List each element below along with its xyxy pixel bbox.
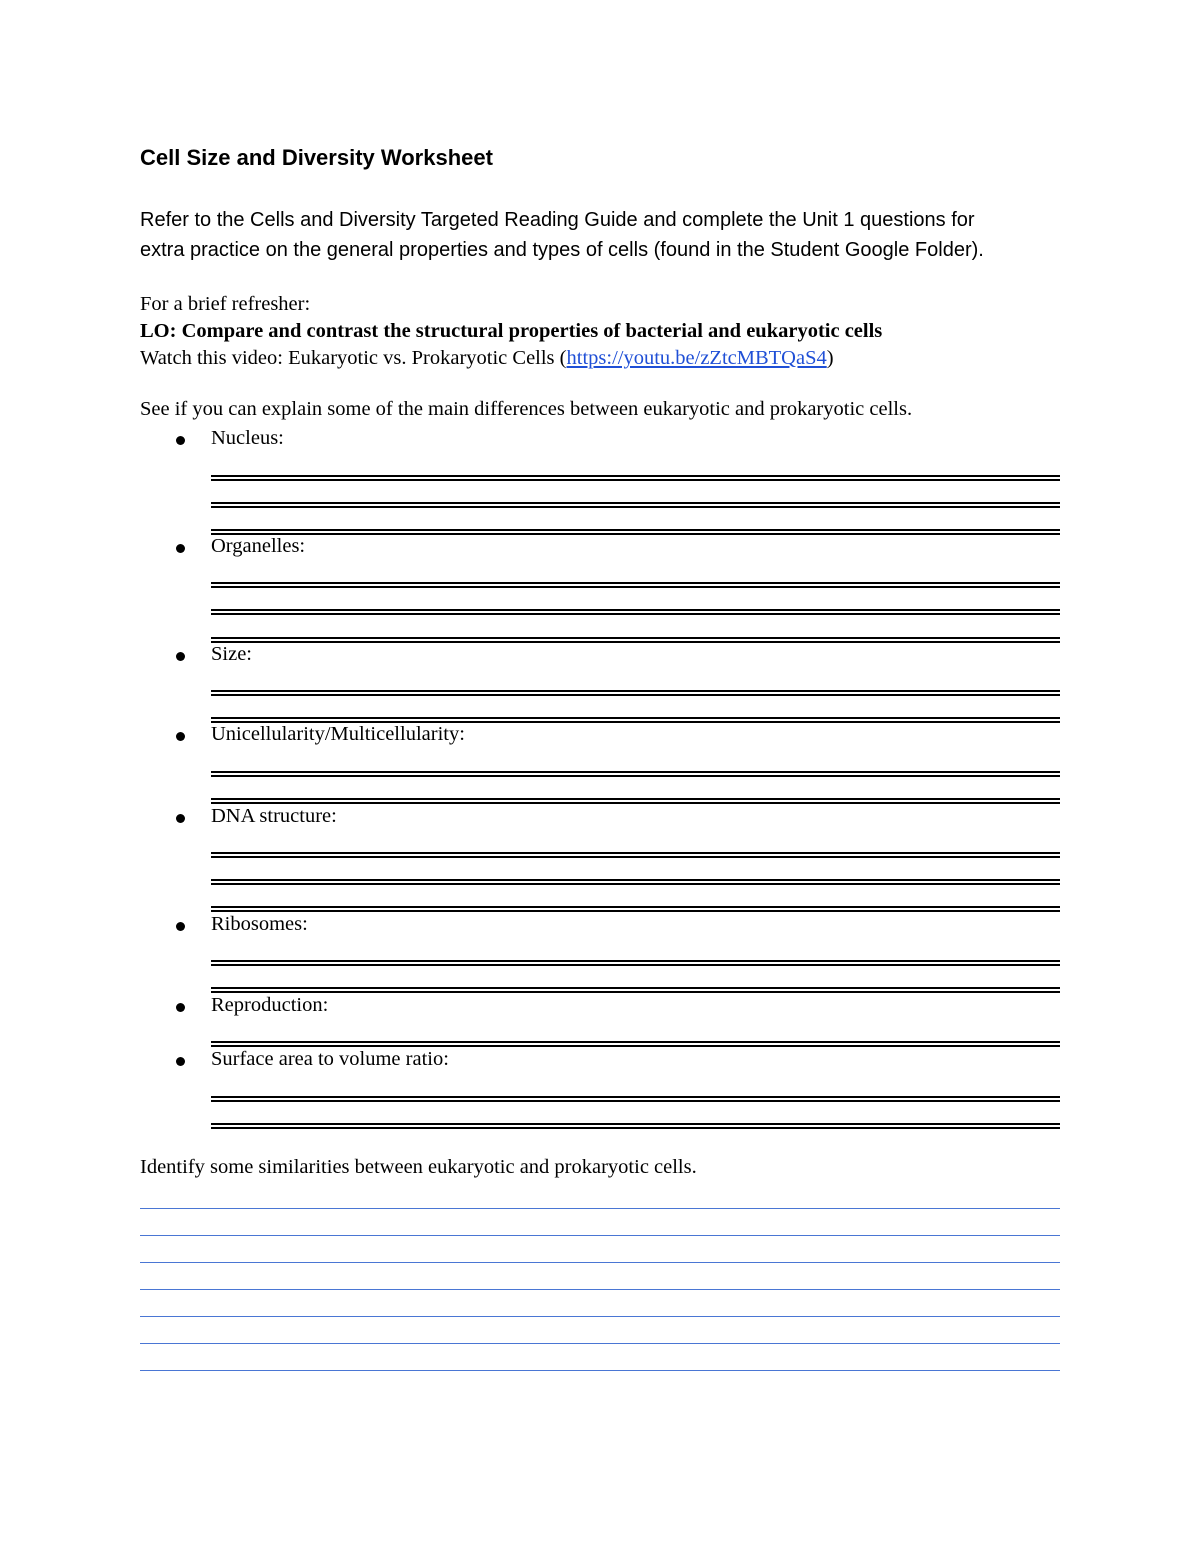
topic-nucleus: Nucleus: <box>211 427 284 449</box>
answer-line[interactable] <box>211 987 1060 993</box>
similarities-answer-line[interactable] <box>140 1235 1060 1236</box>
video-link[interactable]: https://youtu.be/zZtcMBTQaS4 <box>566 347 827 369</box>
intro-line-1: Refer to the Cells and Diversity Targeted Reading Guide and complete the Unit 1 questions for <box>140 209 975 231</box>
differences-prompt: See if you can explain some of the main differences between eukaryotic and prokaryotic cells. <box>140 398 913 420</box>
bullet-icon <box>176 1057 185 1066</box>
answer-line[interactable] <box>211 609 1060 615</box>
video-suffix: ) <box>826 347 834 369</box>
answer-line[interactable] <box>211 852 1060 858</box>
topic-dna-structure: DNA structure: <box>211 805 337 827</box>
topic-reproduction: Reproduction: <box>211 994 329 1016</box>
topic-organelles: Organelles: <box>211 535 306 557</box>
similarities-answer-line[interactable] <box>140 1289 1060 1290</box>
answer-line[interactable] <box>211 582 1060 588</box>
intro-paragraph <box>140 205 984 265</box>
answer-line[interactable] <box>211 502 1060 508</box>
intro-line-2: extra practice on the general properties and types of cells (found in the Student Google Folder). <box>140 239 984 261</box>
video-prefix: Watch this video: Eukaryotic vs. Prokaryotic Cells ( <box>140 347 567 369</box>
answer-line[interactable] <box>211 798 1060 804</box>
worksheet-title: Cell Size and Diversity Worksheet <box>140 145 493 170</box>
video-line <box>140 345 882 372</box>
answer-line[interactable] <box>211 1041 1060 1047</box>
answer-line[interactable] <box>211 1096 1060 1102</box>
answer-line[interactable] <box>211 960 1060 966</box>
similarities-answer-line[interactable] <box>140 1316 1060 1317</box>
bullet-icon <box>176 544 185 553</box>
learning-objective: LO: Compare and contrast the structural properties of bacterial and eukaryotic cells <box>140 320 883 342</box>
bullet-icon <box>176 922 185 931</box>
topic-ribosomes: Ribosomes: <box>211 913 308 935</box>
answer-line[interactable] <box>211 1123 1060 1129</box>
answer-line[interactable] <box>211 771 1060 777</box>
answer-line[interactable] <box>211 879 1060 885</box>
answer-line[interactable] <box>211 637 1060 643</box>
bullet-icon <box>176 652 185 661</box>
topic-unicellularity: Unicellularity/Multicellularity: <box>211 723 465 745</box>
similarities-answer-line[interactable] <box>140 1343 1060 1344</box>
topic-surface-area-volume: Surface area to volume ratio: <box>211 1048 449 1070</box>
answer-line[interactable] <box>211 906 1060 912</box>
bullet-icon <box>176 1003 185 1012</box>
similarities-answer-line[interactable] <box>140 1208 1060 1209</box>
similarities-answer-line[interactable] <box>140 1370 1060 1371</box>
bullet-icon <box>176 814 185 823</box>
refresher-block <box>140 291 882 372</box>
similarities-prompt: Identify some similarities between eukaryotic and prokaryotic cells. <box>140 1156 697 1178</box>
bullet-icon <box>176 732 185 741</box>
similarities-answer-line[interactable] <box>140 1262 1060 1263</box>
refresher-label: For a brief refresher: <box>140 293 311 315</box>
bullet-icon <box>176 436 185 445</box>
answer-line[interactable] <box>211 475 1060 481</box>
topic-size: Size: <box>211 643 252 665</box>
answer-line[interactable] <box>211 529 1060 535</box>
answer-line[interactable] <box>211 690 1060 696</box>
